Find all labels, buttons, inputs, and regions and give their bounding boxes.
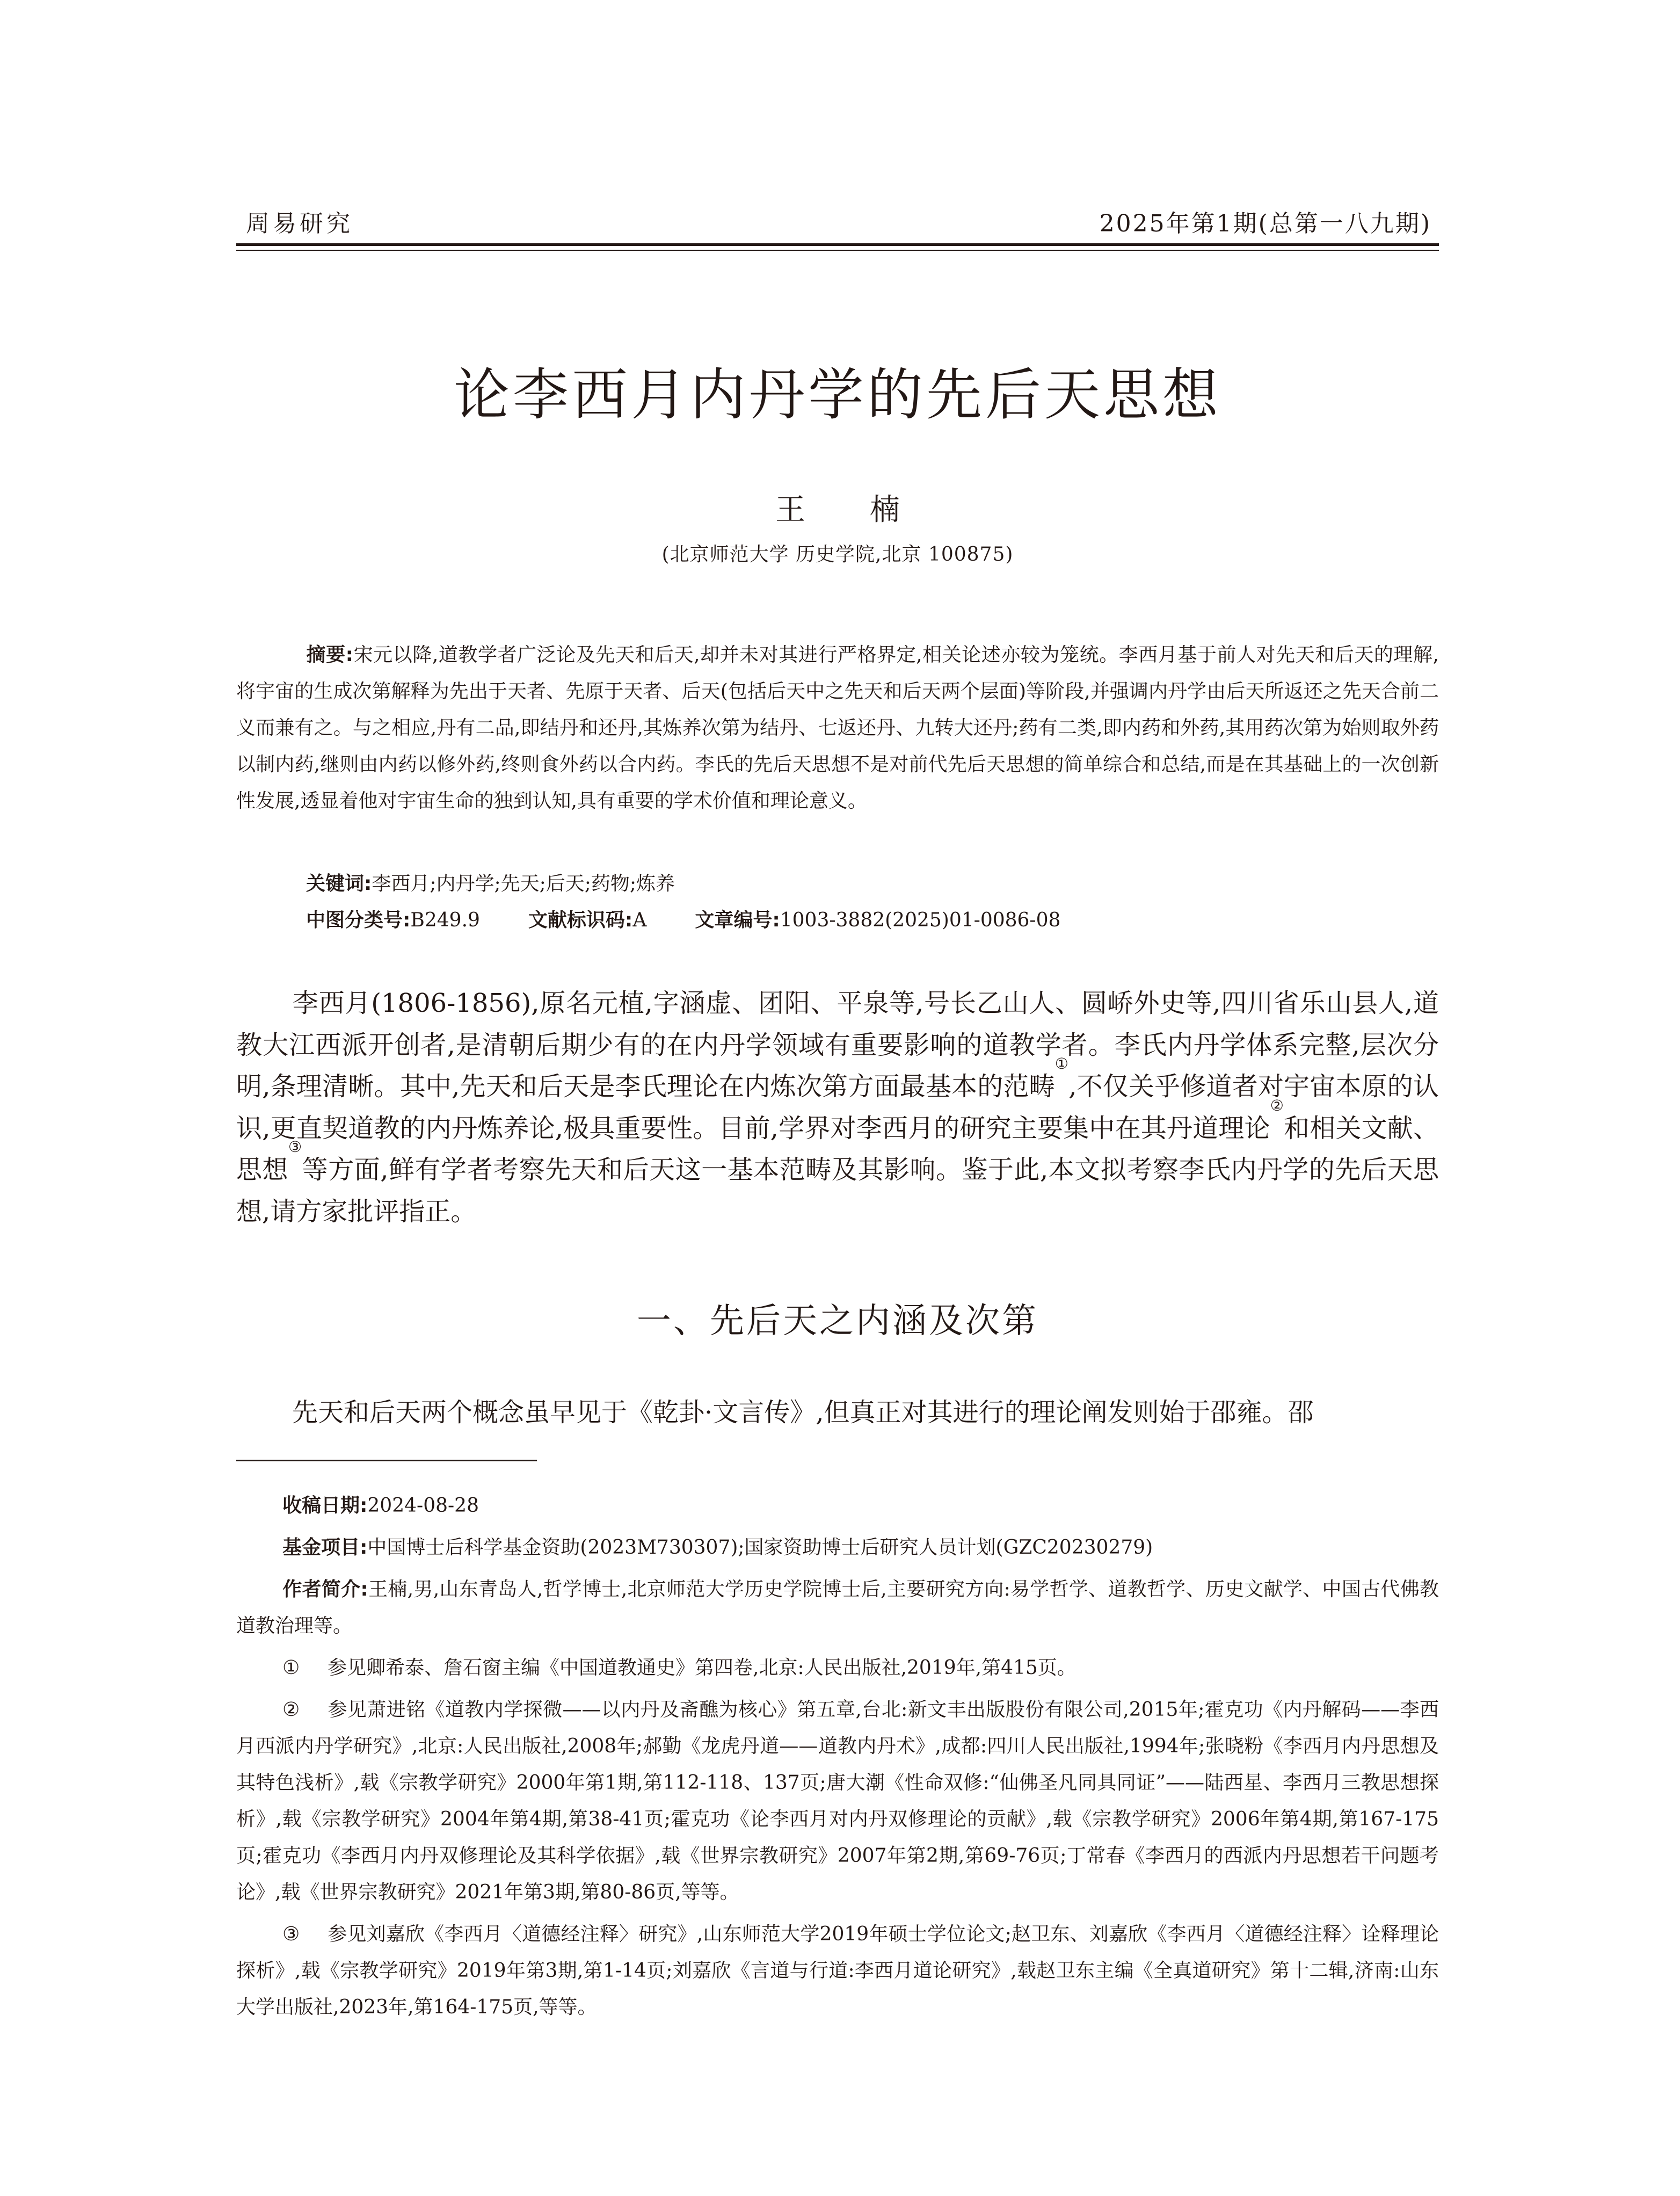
- header-rule-thick: [236, 243, 1439, 246]
- bio-value: 王楠,男,山东青岛人,哲学博士,北京师范大学历史学院博士后,主要研究方向:易学哲学、道教哲学、历史文献学、中国古代佛教道教治理等。: [236, 1578, 1439, 1637]
- article-no-label: 文章编号:: [695, 909, 780, 931]
- abstract-text: 宋元以降,道教学者广泛论及先天和后天,却并未对其进行严格界定,相关论述亦较为笼统。李西月基于前人对先天和后天的理解,将宇宙的生成次第解释为先出于天者、先原于天者、后天(包括后天中之先天和后天两个层面)等阶段,并强调内丹学由后天所返还之先天合前二义而兼有之。与之相应,丹有二品,即结丹和还丹,其炼养次第为结丹、七返还丹、九转大还丹;药有二类,即内药和外药,其用药次第为始则取外药以制内药,继则由内药以修外药,终则食外药以合内药。李氏的先后天思想不是对前代先后天思想的简单综合和总结,而是在其基础上的一次创新性发展,透显着他对宇宙生命的独到认知,具有重要的学术价值和理论意义。: [236, 644, 1439, 812]
- footnotes: [236, 1488, 1439, 2031]
- clc-value: B249.9: [410, 909, 480, 931]
- fund-label: 基金项目:: [282, 1537, 368, 1559]
- footnote-3-mark: ③: [282, 1923, 300, 1945]
- footnote-ref-1[interactable]: ①: [1054, 1055, 1069, 1072]
- author-affiliation: (北京师范大学 历史学院,北京 100875): [661, 543, 1014, 566]
- intro-text-d: 等方面,鲜有学者考察先天和后天这一基本范畴及其影响。鉴于此,本文拟考察李氏内丹学的先后天思想,请方家批评指正。: [236, 1155, 1439, 1227]
- intro-paragraph: [236, 983, 1439, 1233]
- footnote-1-mark: ①: [282, 1657, 300, 1679]
- abstract-label: 摘要:: [306, 644, 354, 666]
- intro-text-b: ,不仅关乎修道者对宇宙本原的认识,更直契道教的内丹炼养论,极具重要性。目前,学界对李西月的研究主要集中在其丹道理论: [236, 1071, 1439, 1143]
- bio-label: 作者简介:: [282, 1578, 368, 1600]
- article-no-value: 1003-3882(2025)01-0086-08: [780, 909, 1061, 931]
- footnote-2-text: 参见萧进铭《道教内学探微——以内丹及斋醮为核心》第五章,台北:新文丰出版股份有限公司,2015年;霍克功《内丹解码——李西月西派内丹学研究》,北京:人民出版社,2008年;郝勤《龙虎丹道——道教内丹术》,成都:四川人民出版社,1994年;张晓粉《李西月内丹思想及其特色浅析》,载《宗教学研究》2000年第1期,第112-118、137页;唐大潮《性命双修:“仙佛圣凡同具同证”——陆西星、李西月三教思想探析》,载《宗教学研究》2004年第4期,第38-41页;霍克功《论李西月对内丹双修理论的贡献》,载《宗教学研究》2006年第4期,第167-175页;霍克功《李西月内丹双修理论及其科学依据》,载《世界宗教研究》2007年第2期,第69-76页;丁常春《李西月的西派内丹思想若干问题考论》,载《世界宗教研究》2021年第3期,第80-86页,等等。: [236, 1699, 1439, 1903]
- received-label: 收稿日期:: [282, 1495, 368, 1517]
- funding: [236, 1530, 1439, 1566]
- footnote-3-text: 参见刘嘉欣《李西月〈道德经注释〉研究》,山东师范大学2019年硕士学位论文;赵卫东、刘嘉欣《李西月〈道德经注释〉诠释理论探析》,载《宗教学研究》2019年第3期,第1-14页;刘嘉欣《言道与行道:李西月道论研究》,载赵卫东主编《全真道研究》第十二辑,济南:山东大学出版社,2023年,第164-175页,等等。: [236, 1923, 1439, 2018]
- keywords-text: 李西月;内丹学;先天;后天;药物;炼养: [372, 873, 675, 895]
- author-given-name: 楠: [870, 492, 900, 527]
- intro-text-c: 和相关文献、思想: [236, 1113, 1439, 1185]
- author-bio: [236, 1571, 1439, 1644]
- section-text: 先天和后天两个概念虽早见于《乾卦·文言传》,但真正对其进行的理论阐发则始于邵雍。邵: [292, 1397, 1314, 1427]
- section-paragraph: [236, 1392, 1439, 1434]
- received-date: [236, 1488, 1439, 1524]
- fund-value: 中国博士后科学基金资助(2023M730307);国家资助博士后研究人员计划(GZC20230279): [367, 1537, 1153, 1559]
- abstract: [236, 637, 1439, 820]
- article-title: 论李西月内丹学的先后天思想: [453, 362, 1221, 427]
- footnote-3: [236, 1916, 1439, 2026]
- clc-label: 中图分类号:: [306, 909, 411, 931]
- journal-name: 周易研究: [246, 210, 353, 237]
- footnote-1-text: 参见卿希泰、詹石窗主编《中国道教通史》第四卷,北京:人民出版社,2019年,第415页。: [328, 1657, 1077, 1679]
- footnote-ref-3[interactable]: ③: [288, 1138, 302, 1156]
- received-value: 2024-08-28: [367, 1495, 479, 1517]
- footnote-2: [236, 1692, 1439, 1911]
- keywords-label: 关键词:: [306, 873, 372, 895]
- doc-code-value: A: [632, 909, 647, 931]
- author-name: [236, 492, 1439, 527]
- header-rule-thin: [236, 250, 1439, 251]
- keywords-line: [306, 866, 675, 902]
- running-header: [236, 204, 1439, 237]
- footnote-1: [236, 1650, 1439, 1686]
- footnote-ref-2[interactable]: ②: [1270, 1096, 1284, 1114]
- footnote-rule: [236, 1460, 537, 1461]
- intro-text-a: 李西月(1806-1856),原名元植,字涵虚、团阳、平泉等,号长乙山人、圆峤外史等,四川省乐山县人,道教大江西派开创者,是清朝后期少有的在内丹学领域有重要影响的道教学者。李氏内丹学体系完整,层次分明,条理清晰。其中,先天和后天是李氏理论在内炼次第方面最基本的范畴: [236, 988, 1439, 1101]
- author-surname: 王: [775, 492, 805, 527]
- doc-code-label: 文献标识码:: [528, 909, 633, 931]
- footnote-2-mark: ②: [282, 1699, 300, 1721]
- classification-line: [306, 902, 1060, 939]
- section-heading: 一、先后天之内涵及次第: [637, 1301, 1038, 1341]
- issue-info: 2025年第1期(总第一八九期): [1099, 210, 1431, 237]
